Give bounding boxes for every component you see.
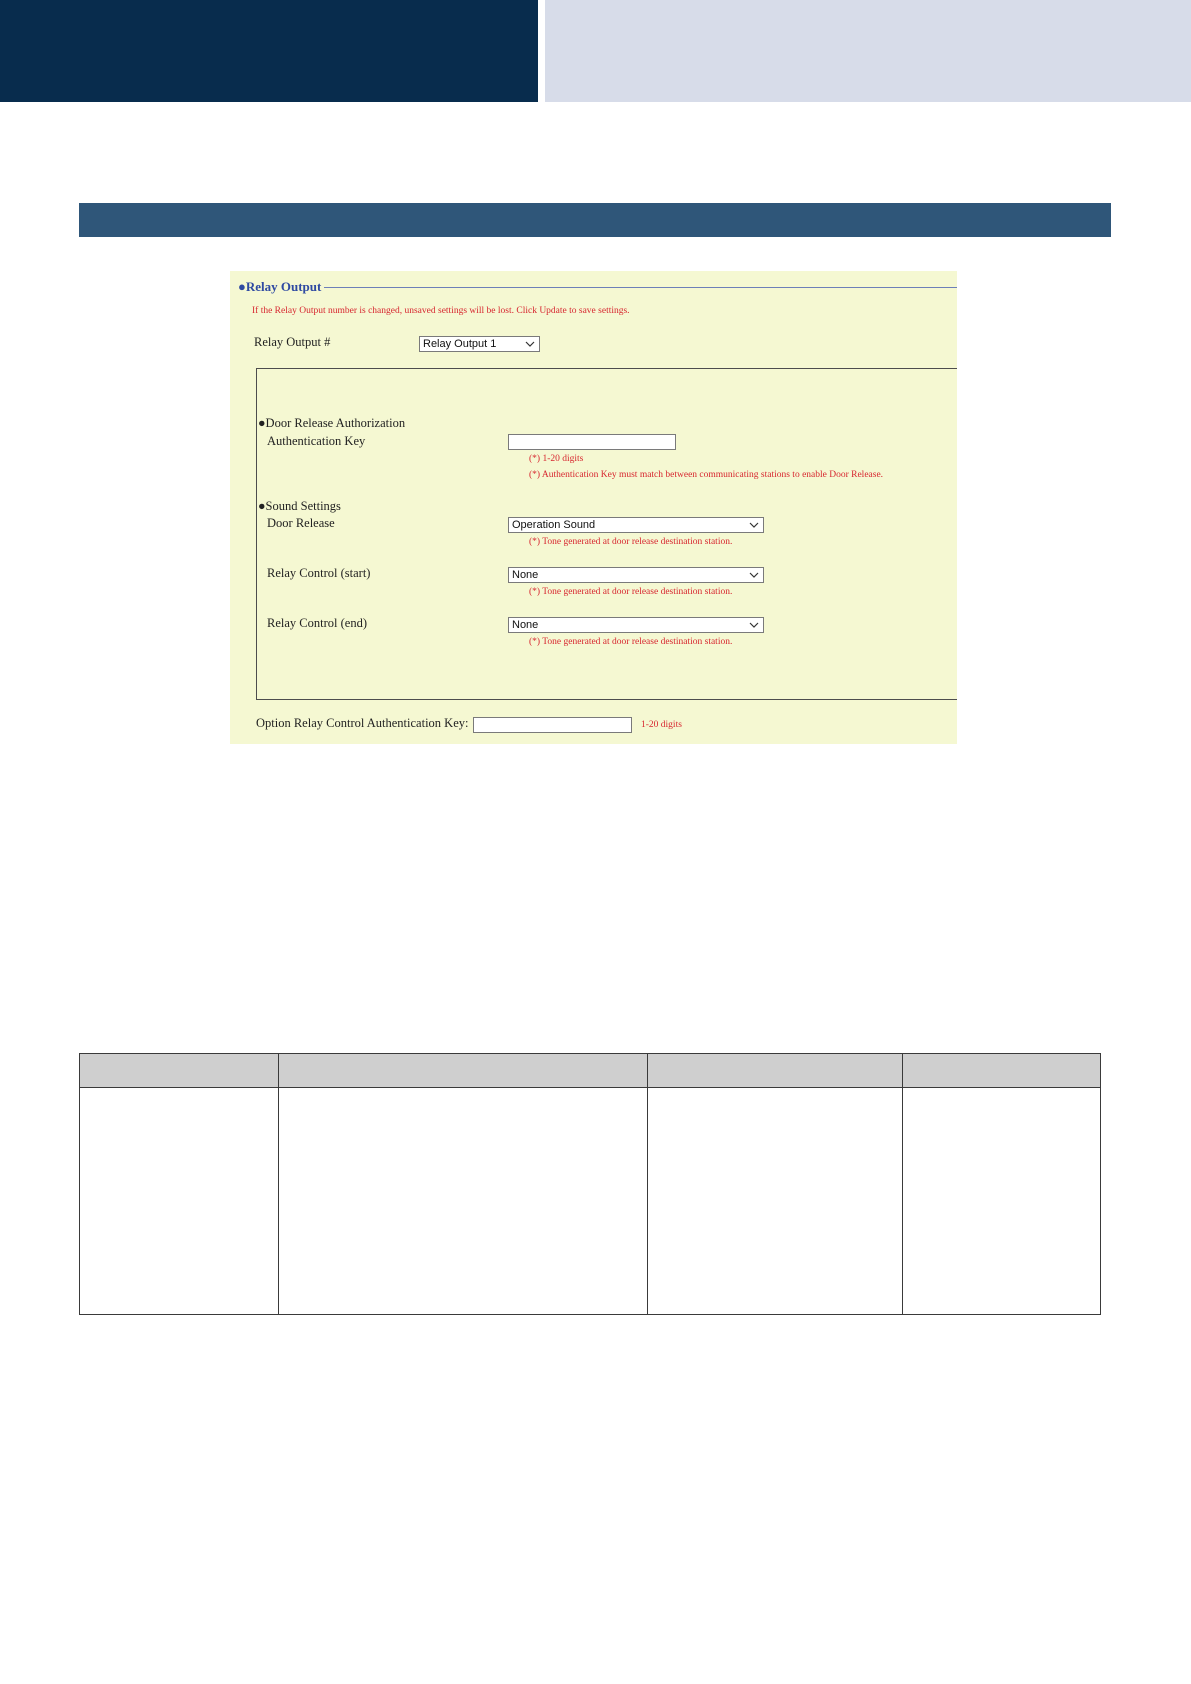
- door-release-sound-label: Door Release: [267, 516, 335, 530]
- table-header-row: [80, 1054, 1101, 1088]
- table-cell: [279, 1088, 648, 1315]
- relay-control-end-value: None: [512, 619, 539, 631]
- table-header-cell: [279, 1054, 648, 1088]
- authentication-key-label: Authentication Key: [267, 434, 366, 448]
- door-release-sound-select[interactable]: [508, 517, 764, 533]
- chevron-down-icon: [749, 569, 759, 581]
- page-header-light: [545, 0, 1191, 102]
- relay-control-start-value: None: [512, 569, 539, 581]
- relay-control-start-select[interactable]: [508, 567, 764, 583]
- relay-output-title: ●Relay Output: [238, 279, 322, 294]
- door-release-authorization-heading: ●Door Release Authorization: [258, 416, 406, 430]
- relay-output-number-select[interactable]: [419, 336, 540, 352]
- relay-output-number-label: Relay Output #: [254, 335, 331, 349]
- unsaved-warning: If the Relay Output number is changed, unsaved settings will be lost. Click Update to save settings.: [252, 306, 630, 316]
- authentication-key-digits-note: (*) 1-20 digits: [529, 454, 584, 464]
- relay-control-start-note: (*) Tone generated at door release destination station.: [529, 587, 733, 597]
- relay-output-settings-screenshot: [230, 271, 957, 744]
- chevron-down-icon: [525, 338, 535, 350]
- door-release-sound-value: Operation Sound: [512, 519, 596, 531]
- table-cell: [648, 1088, 903, 1315]
- settings-table: [79, 1053, 1101, 1315]
- table-cell: [903, 1088, 1101, 1315]
- sound-settings-heading: ●Sound Settings: [258, 499, 341, 513]
- table-header-cell: [80, 1054, 279, 1088]
- page-header-dark: [0, 0, 538, 102]
- fieldset-divider: [324, 287, 957, 288]
- relay-control-end-label: Relay Control (end): [267, 616, 367, 630]
- authentication-key-match-note: (*) Authentication Key must match between communicating stations to enable Door Release.: [529, 470, 884, 480]
- section-title-bar: [79, 203, 1111, 237]
- authentication-key-input[interactable]: [508, 434, 676, 450]
- table-header-cell: [903, 1054, 1101, 1088]
- option-key-input[interactable]: [473, 717, 632, 733]
- table-row: [80, 1088, 1101, 1315]
- door-release-sound-note: (*) Tone generated at door release destination station.: [529, 537, 733, 547]
- table-cell: [80, 1088, 279, 1315]
- chevron-down-icon: [749, 619, 759, 631]
- relay-control-end-select[interactable]: [508, 617, 764, 633]
- chevron-down-icon: [749, 519, 759, 531]
- option-key-digits-note: 1-20 digits: [641, 720, 682, 730]
- relay-control-start-label: Relay Control (start): [267, 566, 371, 580]
- relay-control-end-note: (*) Tone generated at door release destination station.: [529, 637, 733, 647]
- relay-output-number-value: Relay Output 1: [423, 338, 497, 350]
- table-header-cell: [648, 1054, 903, 1088]
- option-key-label: Option Relay Control Authentication Key:: [256, 716, 469, 730]
